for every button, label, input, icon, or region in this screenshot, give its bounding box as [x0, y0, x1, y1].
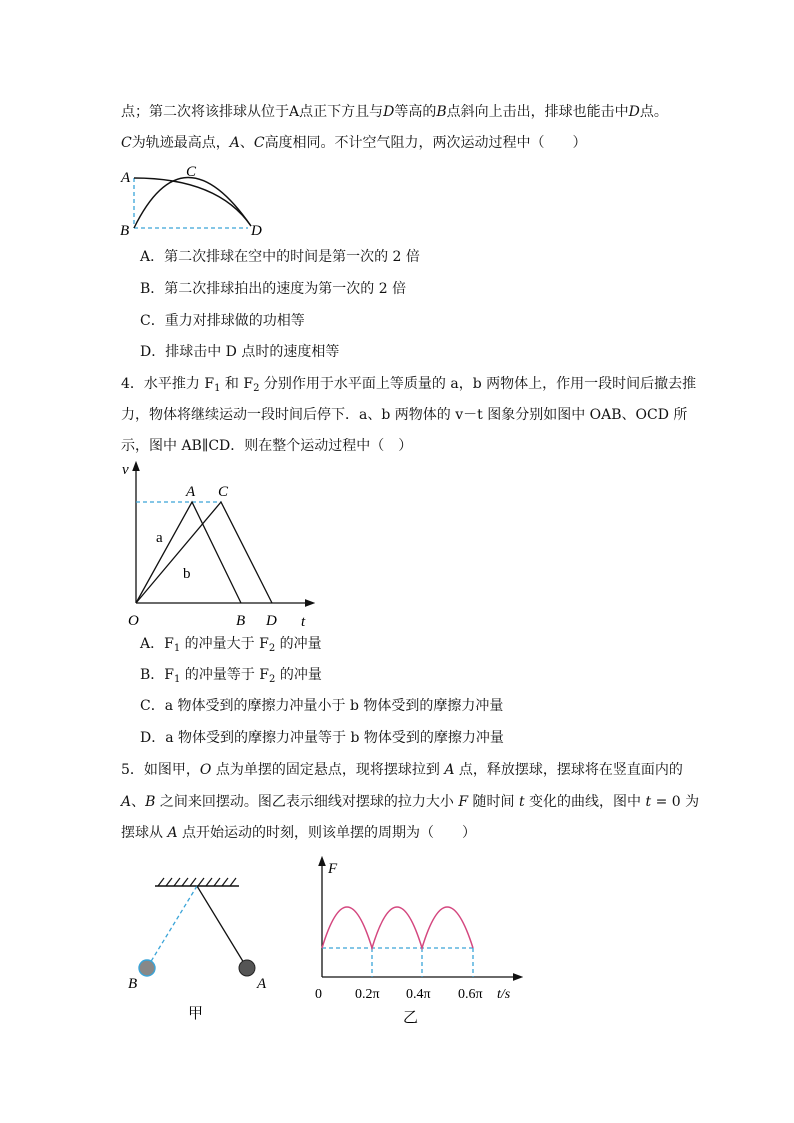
q5-force-curve: [322, 907, 473, 948]
q5-tick-0.6pi: 0.6π: [458, 987, 483, 1002]
q3-trajectory-first: [134, 178, 251, 226]
q5-label-F: F: [328, 861, 338, 877]
q5-string-A: [197, 886, 247, 968]
q3-option-c: C．重力对排球做的功相等: [140, 313, 305, 329]
q4-option-d: D．a 物体受到的摩擦力冲量等于 b 物体受到的摩擦力冲量: [140, 730, 504, 746]
q4-line-OAB: [136, 502, 241, 603]
q3-label-C: C: [186, 164, 197, 180]
q5-string-dashed-B: [147, 886, 197, 968]
q5-label-A: A: [257, 976, 267, 992]
q3-text-line-2: C为轨迹最高点，A、C高度相同。不计空气阻力，两次运动过程中（ ）: [121, 135, 587, 151]
q4-text-line-3: 示，图中 AB∥CD．则在整个运动过程中（ ）: [121, 438, 413, 454]
q4-label-t: t: [301, 614, 306, 630]
q5-force-time-graph: [305, 857, 530, 1027]
q3-label-B: B: [120, 223, 130, 239]
q5-tick-0.2pi: 0.2π: [355, 987, 380, 1002]
q4-option-b: B．$F_1$ 的冲量等于 $F_2$ 的冲量: [140, 667, 322, 685]
q4-line-OCD: [136, 502, 272, 603]
q5-text-line-3: 摆球从 A 点开始运动的时刻，则该单摆的周期为（ ）: [121, 825, 477, 841]
q4-label-b: b: [183, 566, 191, 582]
q5-text-line-2: A、B 之间来回摆动。图乙表示细线对摆球的拉力大小 F 随时间 t 变化的曲线，图中 t = 0 为: [121, 794, 700, 810]
q4-text-line-2: 力，物体将继续运动一段时间后停下．a、b 两物体的 v－t 图象分别如图中 OAB、OCD 所: [121, 407, 688, 423]
q5-ceiling-hatch: [158, 878, 236, 886]
q4-label-A: A: [186, 484, 196, 500]
q4-label-v: v: [122, 462, 129, 478]
q4-option-c: C．a 物体受到的摩擦力冲量小于 b 物体受到的摩擦力冲量: [140, 698, 504, 714]
q5-caption-jia: 甲: [188, 1006, 204, 1022]
q4-label-C: C: [218, 484, 229, 500]
q5-caption-yi: 乙: [403, 1010, 419, 1026]
q5-ball-A: [239, 960, 255, 976]
q5-axis-unit: t/s: [497, 987, 511, 1002]
q3-option-b: B．第二次排球拍出的速度为第一次的 2 倍: [140, 281, 407, 297]
q5-label-B: B: [128, 976, 138, 992]
q5-tick-0.4pi: 0.4π: [406, 987, 431, 1002]
q4-label-O: O: [128, 613, 139, 629]
q3-option-a: A．第二次排球在空中的时间是第一次的 2 倍: [140, 249, 420, 265]
q4-vt-graph: [118, 460, 318, 630]
q5-text-line-1: 5．如图甲，O 点为单摆的固定悬点，现将摆球拉到 A 点，释放摆球，摆球将在竖直面内的: [121, 762, 683, 778]
q5-ball-B: [139, 960, 155, 976]
q5-pendulum-figure: [122, 872, 267, 1032]
q4-text-line-1: 4．水平推力 $F_1$ 和 $F_2$ 分别作用于水平面上等质量的 a，b 两物体上，作用一段时间后撤去推: [121, 376, 697, 394]
q3-label-D: D: [251, 223, 262, 239]
q3-trajectory-figure: [118, 160, 278, 239]
q4-label-B: B: [236, 613, 246, 629]
q3-option-d: D．排球击中 D 点时的速度相等: [140, 344, 340, 360]
q4-label-a: a: [156, 530, 163, 546]
q5-tick-zero: 0: [315, 987, 322, 1002]
q3-text-line-1: 点；第二次将该排球从位于A点正下方且与D等高的B点斜向上击出，排球也能击中D点。: [121, 104, 668, 120]
q3-label-A: A: [121, 170, 131, 186]
q4-label-D: D: [266, 613, 277, 629]
q4-option-a: A．$F_1$ 的冲量大于 $F_2$ 的冲量: [140, 636, 322, 654]
